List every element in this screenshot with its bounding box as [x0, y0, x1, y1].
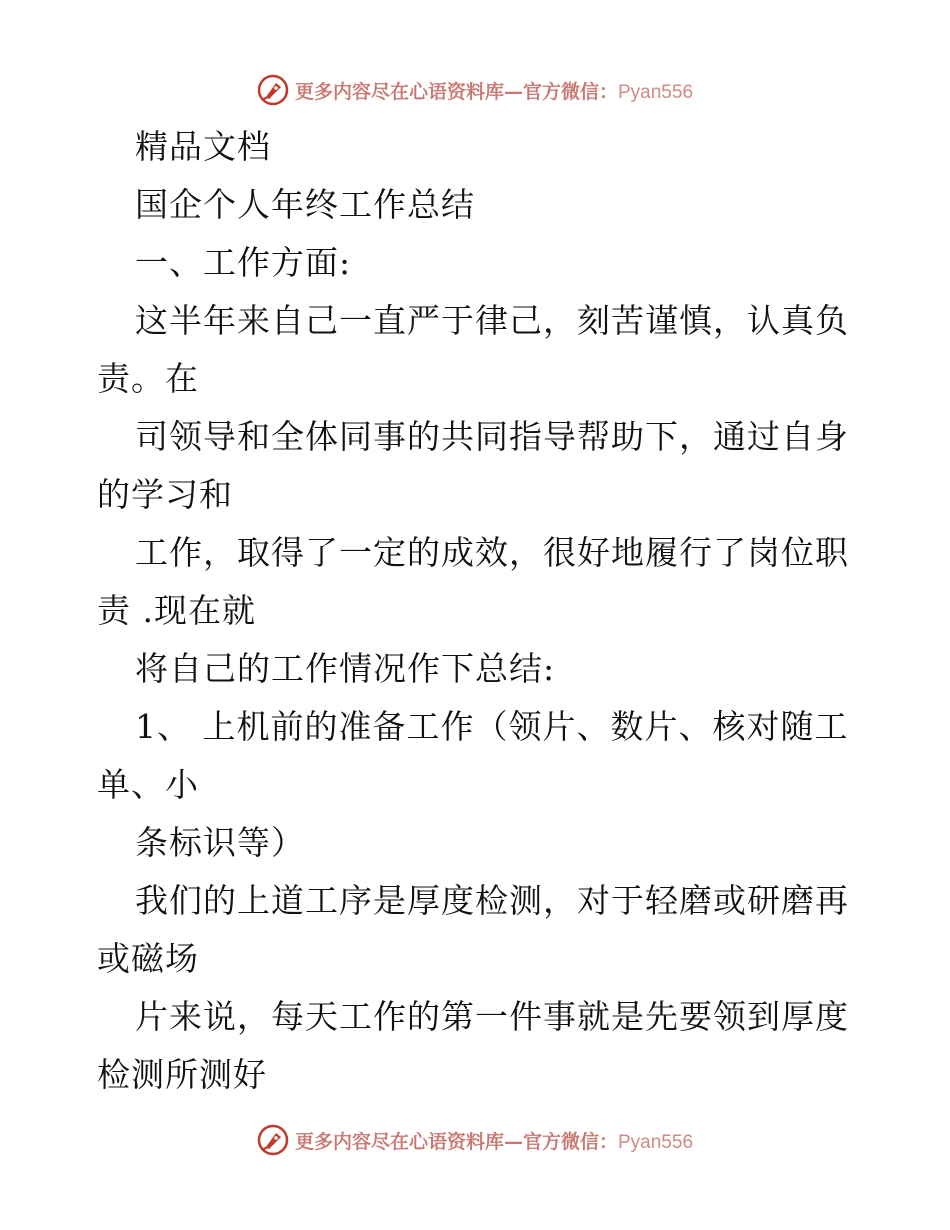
header-site-label: 更多内容尽在心语资料库—官方微信： — [294, 80, 618, 103]
footer-site-text — [295, 1127, 693, 1154]
doc-line: 精品文档 — [135, 127, 271, 166]
doc-line: 的学习和 — [97, 475, 233, 514]
doc-line: 责。在 — [97, 359, 199, 398]
section-heading: 一、工作方面: — [135, 243, 352, 282]
doc-line: 将自己的工作情况作下总结: — [135, 649, 556, 688]
doc-line: 这半年来自己一直严于律己，刻苦谨慎，认真负 — [135, 301, 849, 340]
doc-line: 我们的上道工序是厚度检测，对于轻磨或研磨再 — [135, 881, 849, 920]
doc-line: 司领导和全体同事的共同指导帮助下，通过自身 — [135, 417, 849, 456]
document-body — [0, 118, 950, 1104]
footer-banner — [0, 1120, 950, 1160]
pen-nib-logo-icon — [257, 1124, 289, 1156]
doc-title: 国企个人年终工作总结 — [135, 185, 475, 224]
doc-line: 工作，取得了一定的成效，很好地履行了岗位职 — [135, 533, 849, 572]
header-site-text — [295, 77, 693, 104]
header-banner — [0, 70, 950, 110]
list-item: 1、 上机前的准备工作（领片、数片、核对随工 — [135, 707, 849, 746]
footer-site-label: 更多内容尽在心语资料库—官方微信： — [294, 1130, 618, 1153]
footer-wechat-id: Pyan556 — [618, 1131, 694, 1153]
doc-line: 单、小 — [97, 765, 199, 804]
doc-line: 或磁场 — [97, 939, 199, 978]
doc-line: 条标识等） — [135, 823, 305, 862]
header-wechat-id: Pyan556 — [618, 81, 694, 103]
doc-line: 责 .现在就 — [97, 591, 256, 630]
doc-line: 片来说，每天工作的第一件事就是先要领到厚度 — [135, 997, 849, 1036]
doc-line: 检测所测好 — [97, 1055, 267, 1094]
pen-nib-logo-icon — [257, 74, 289, 106]
